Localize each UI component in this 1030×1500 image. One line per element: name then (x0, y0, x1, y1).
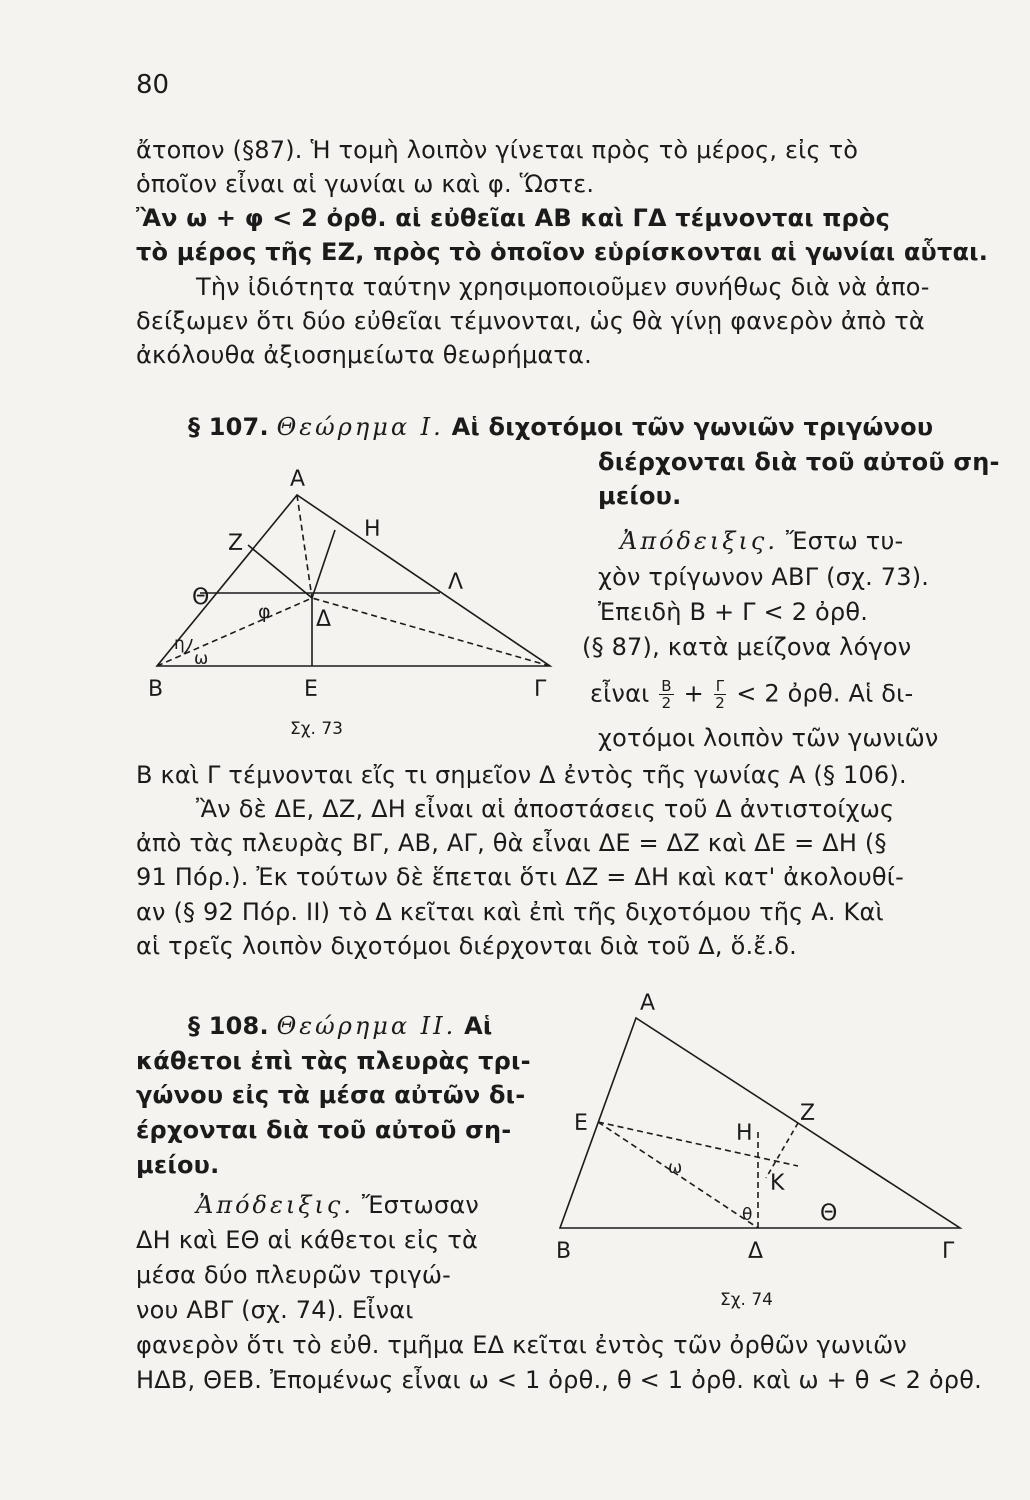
label-d: Δ (748, 1239, 764, 1264)
section-107-number: § 107. (188, 413, 269, 441)
section-107-einai: εἶναι (590, 679, 650, 708)
section-107-right-4: (§ 87), κατὰ μείζονα λόγον (582, 633, 912, 661)
bisector-a (297, 495, 312, 598)
section-108-left-3: μέσα δύο πλευρῶν τριγώ- (136, 1261, 452, 1289)
label-z: Ζ (800, 1101, 816, 1126)
perpendicular-dh (312, 530, 335, 598)
label-eta: η (174, 634, 185, 654)
section-108-full-2: ΗΔΒ, ΘΕΒ. Ἐπομένως εἶναι ω < 1 ὀρθ., θ < 1 ὀρθ. καὶ ω + θ < 2 ὀρθ. (136, 1366, 982, 1394)
section-108-title-5: μείου. (136, 1151, 220, 1179)
section-108-left-2: ΔΗ καὶ ΕΘ αἱ κάθετοι εἰς τὰ (136, 1226, 479, 1254)
section-108-title-3: γώνου εἰς τὰ μέσα αὐτῶν δι- (136, 1081, 526, 1109)
label-l: Λ (448, 570, 464, 595)
section-107-full-4: 91 Πόρ.). Ἐκ τούτων δὲ ἕπεται ὅτι ΔΖ = ΔΗ καὶ κατ' ἀκολουθί- (136, 863, 904, 891)
fraction-g-numerator: Γ (715, 677, 725, 695)
section-108-title-4: έρχονται διὰ τοῦ αὐτοῦ ση- (136, 1116, 512, 1144)
page-number: 80 (136, 70, 170, 100)
label-phi: φ (258, 601, 271, 623)
section-107-full-2: Ἂν δὲ ΔΕ, ΔΖ, ΔΗ εἶναι αἱ ἀποστάσεις τοῦ Δ ἀντιστοίχως (196, 795, 895, 823)
label-k: Κ (770, 1171, 785, 1196)
section-107-right-2: χὸν τρίγωνον ΑΒΓ (σχ. 73). (598, 563, 930, 591)
fraction-g-over-2 (714, 678, 727, 711)
fraction-b-over-2 (659, 678, 674, 711)
intro-line-3: Ἂν ω + φ < 2 ὀρθ. αἱ εὐθεῖαι ΑΒ καὶ ΓΔ τέμνονται πρὸς (136, 204, 891, 232)
perpendicular-kz (766, 1123, 798, 1178)
section-107-full-5: αν (§ 92 Πόρ. ΙΙ) τὸ Δ κεῖται καὶ ἐπὶ τῆς διχοτόμου τῆς Α. Καὶ (136, 898, 884, 926)
label-b: Β (556, 1239, 572, 1264)
section-108-heading (188, 1011, 492, 1041)
intro-line-4: τὸ μέρος τῆς ΕΖ, πρὸς τὸ ὁποῖον εὑρίσκονται αἱ γωνίαι αὗται. (136, 238, 989, 266)
perpendicular-dz (248, 545, 312, 598)
section-107-proof-text: Ἔστω τυ- (785, 527, 904, 555)
section-107-label: Θεώρημα Ι. (276, 413, 444, 441)
label-b: Β (148, 677, 164, 702)
label-e: Ε (304, 677, 318, 702)
section-107-full-6: αἱ τρεῖς λοιπὸν διχοτόμοι διέρχονται διὰ τοῦ Δ, ὅ.ἔ.δ. (136, 932, 798, 960)
section-108-full-1: φανερὸν ὅτι τὸ εὐθ. τμῆμα ΕΔ κεῖται ἐντὸς τῶν ὀρθῶν γωνιῶν (136, 1331, 908, 1359)
label-g: Γ (534, 677, 547, 702)
fraction-b-numerator: Β (661, 677, 672, 695)
section-108-proof-text: Ἔστωσαν (361, 1191, 480, 1219)
section-108-title-2: κάθετοι ἐπὶ τὰς πλευρὰς τρι- (136, 1047, 531, 1075)
plus-sign: + (683, 679, 704, 708)
section-107-full-3: ἀπὸ τὰς πλευρὰς ΒΓ, ΑΒ, ΑΓ, θὰ εἶναι ΔΕ = ΔΖ καὶ ΔΕ = ΔΗ (§ (136, 829, 887, 857)
section-108-left-4: νου ΑΒΓ (σχ. 74). Εἶναι (136, 1296, 414, 1324)
label-a: Α (640, 991, 656, 1016)
intro-line-2: ὁποῖον εἶναι αἱ γωνίαι ω καὶ φ. Ὥστε. (136, 170, 595, 198)
label-th: Θ (820, 1201, 838, 1226)
intro-line-1: ἄτοπον (§87). Ἡ τομὴ λοιπὸν γίνεται πρὸς τὸ μέρος, εἰς τὸ (136, 136, 859, 164)
fraction-b-denominator: 2 (661, 694, 672, 712)
section-108-title: Αἱ (464, 1012, 493, 1040)
section-107-proof (620, 526, 903, 556)
label-h: Η (364, 517, 381, 542)
section-108-proof (196, 1190, 479, 1220)
intro-line-6: δείξωμεν ὅτι δύο εὐθεῖαι τέμνονται, ὡς θὰ γίνῃ φανερὸν ἀπὸ τὰ (136, 307, 925, 335)
section-108-number: § 108. (188, 1012, 269, 1040)
label-z: Ζ (228, 531, 244, 556)
label-a: Α (290, 467, 306, 492)
section-108-proof-label: Ἀπόδειξις. (196, 1191, 354, 1219)
label-g: Γ (942, 1239, 955, 1264)
label-omega: ω (194, 649, 209, 669)
intro-line-7: ἀκόλουθα ἀξιοσημείωτα θεωρήματα. (136, 341, 592, 369)
bisector-b (157, 598, 312, 666)
label-theta: θ (742, 1205, 753, 1225)
section-107-title-3: μείου. (598, 482, 682, 510)
label-e: Ε (574, 1111, 588, 1136)
fraction-g-denominator: 2 (715, 694, 725, 712)
triangle-abg (560, 1018, 960, 1228)
section-107-right-6: χοτόμοι λοιπὸν τῶν γωνιῶν (598, 724, 939, 752)
section-107-title-2: διέρχονται διὰ τοῦ αὐτοῦ ση- (598, 448, 1000, 476)
bisector-g (312, 598, 550, 666)
section-107-title: Αἱ διχοτόμοι τῶν γωνιῶν τριγώνου (451, 413, 934, 441)
label-h: Η (736, 1121, 753, 1146)
section-107-right-5 (590, 678, 913, 711)
figure-73 (140, 458, 585, 748)
section-107-proof-label: Ἀπόδειξις. (620, 527, 778, 555)
label-d: Δ (316, 607, 332, 632)
figure-74 (540, 988, 980, 1318)
perpendicular-eth (598, 1122, 798, 1166)
section-107-full-1: Β καὶ Γ τέμνονται εἴς τι σημεῖον Δ ἐντὸς τῆς γωνίας Α (§ 106). (136, 761, 907, 789)
label-th: Θ (192, 585, 210, 610)
figure-73-caption: Σχ. 73 (290, 719, 344, 739)
section-107-heading (188, 412, 933, 442)
section-108-label: Θεώρημα ΙΙ. (276, 1012, 457, 1040)
label-omega: ω (668, 1158, 683, 1178)
section-107-right-5-tail: < 2 ὀρθ. Αἱ δι- (736, 679, 914, 708)
intro-line-5: Τὴν ἰδιότητα ταύτην χρησιμοποιοῦμεν συνήθως διὰ νὰ ἀπο- (196, 273, 930, 301)
section-107-right-3: Ἐπειδὴ Β + Γ < 2 ὀρθ. (598, 598, 869, 626)
figure-74-caption: Σχ. 74 (720, 1290, 774, 1310)
